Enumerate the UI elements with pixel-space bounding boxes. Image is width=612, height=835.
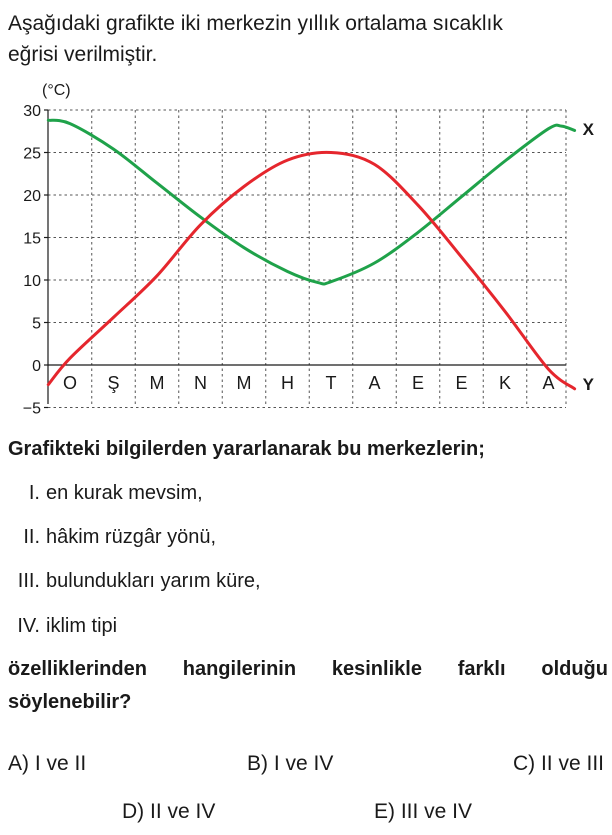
x-category-label: O [62, 373, 78, 393]
x-category-label: K [498, 373, 512, 393]
ask-line-2: söylenebilir? [8, 691, 132, 713]
statement-number: III. [17, 570, 40, 592]
y-tick-label: −5 [22, 400, 41, 418]
statement-number: I. [28, 482, 40, 504]
series-line-x [48, 120, 574, 284]
x-category-label: M [149, 373, 165, 393]
y-tick-label: 15 [23, 230, 41, 248]
series-label-y: Y [582, 375, 594, 394]
statement-text: iklim tipi [46, 615, 118, 637]
option-e[interactable]: E) III ve IV [374, 800, 473, 823]
option-d[interactable]: D) II ve IV [122, 800, 216, 823]
x-category-label: M [236, 373, 252, 393]
y-tick-label: 0 [32, 358, 41, 375]
series-label-x: X [582, 120, 594, 139]
y-tick-label: 25 [23, 145, 41, 163]
x-category-label: H [281, 373, 294, 393]
x-category-label: E [411, 373, 425, 393]
option-c[interactable]: C) II ve III [512, 752, 604, 775]
y-tick-label: 5 [32, 315, 41, 333]
x-category-label: N [194, 373, 207, 393]
question-text: Grafikteki bilgilerden yararlanarak bu merkezlerin; [8, 438, 485, 460]
x-category-label: T [325, 373, 337, 393]
option-b[interactable]: B) I ve IV [247, 752, 334, 775]
statement-number: IV. [17, 615, 40, 637]
statement-text: en kurak mevsim, [46, 482, 203, 504]
statement-text: hâkim rüzgâr yönü, [46, 526, 217, 548]
y-tick-label: 30 [23, 103, 41, 120]
y-tick-label: 20 [23, 188, 41, 205]
x-category-label: Ş [107, 373, 120, 393]
x-category-label: E [455, 373, 468, 393]
series-line-y [48, 152, 574, 388]
x-category-label: A [368, 373, 381, 393]
temperature-chart [0, 80, 612, 420]
y-tick-label: 10 [23, 273, 41, 290]
intro-line-1: Aşağıdaki grafikte iki merkezin yıllık ortalama sıcaklık [8, 12, 503, 35]
option-a[interactable]: A) I ve II [8, 752, 87, 775]
intro-line-2: eğrisi verilmiştir. [8, 43, 158, 66]
y-unit-label: (°C) [42, 82, 71, 99]
ask-text [8, 653, 608, 719]
x-category-label: A [542, 373, 555, 393]
statement-text: bulundukları yarım küre, [46, 570, 261, 592]
ask-line-1: özelliklerinden hangilerinin kesinlikle farklı olduğu [8, 658, 608, 680]
statement-number: II. [23, 526, 40, 548]
intro-text [8, 8, 608, 70]
